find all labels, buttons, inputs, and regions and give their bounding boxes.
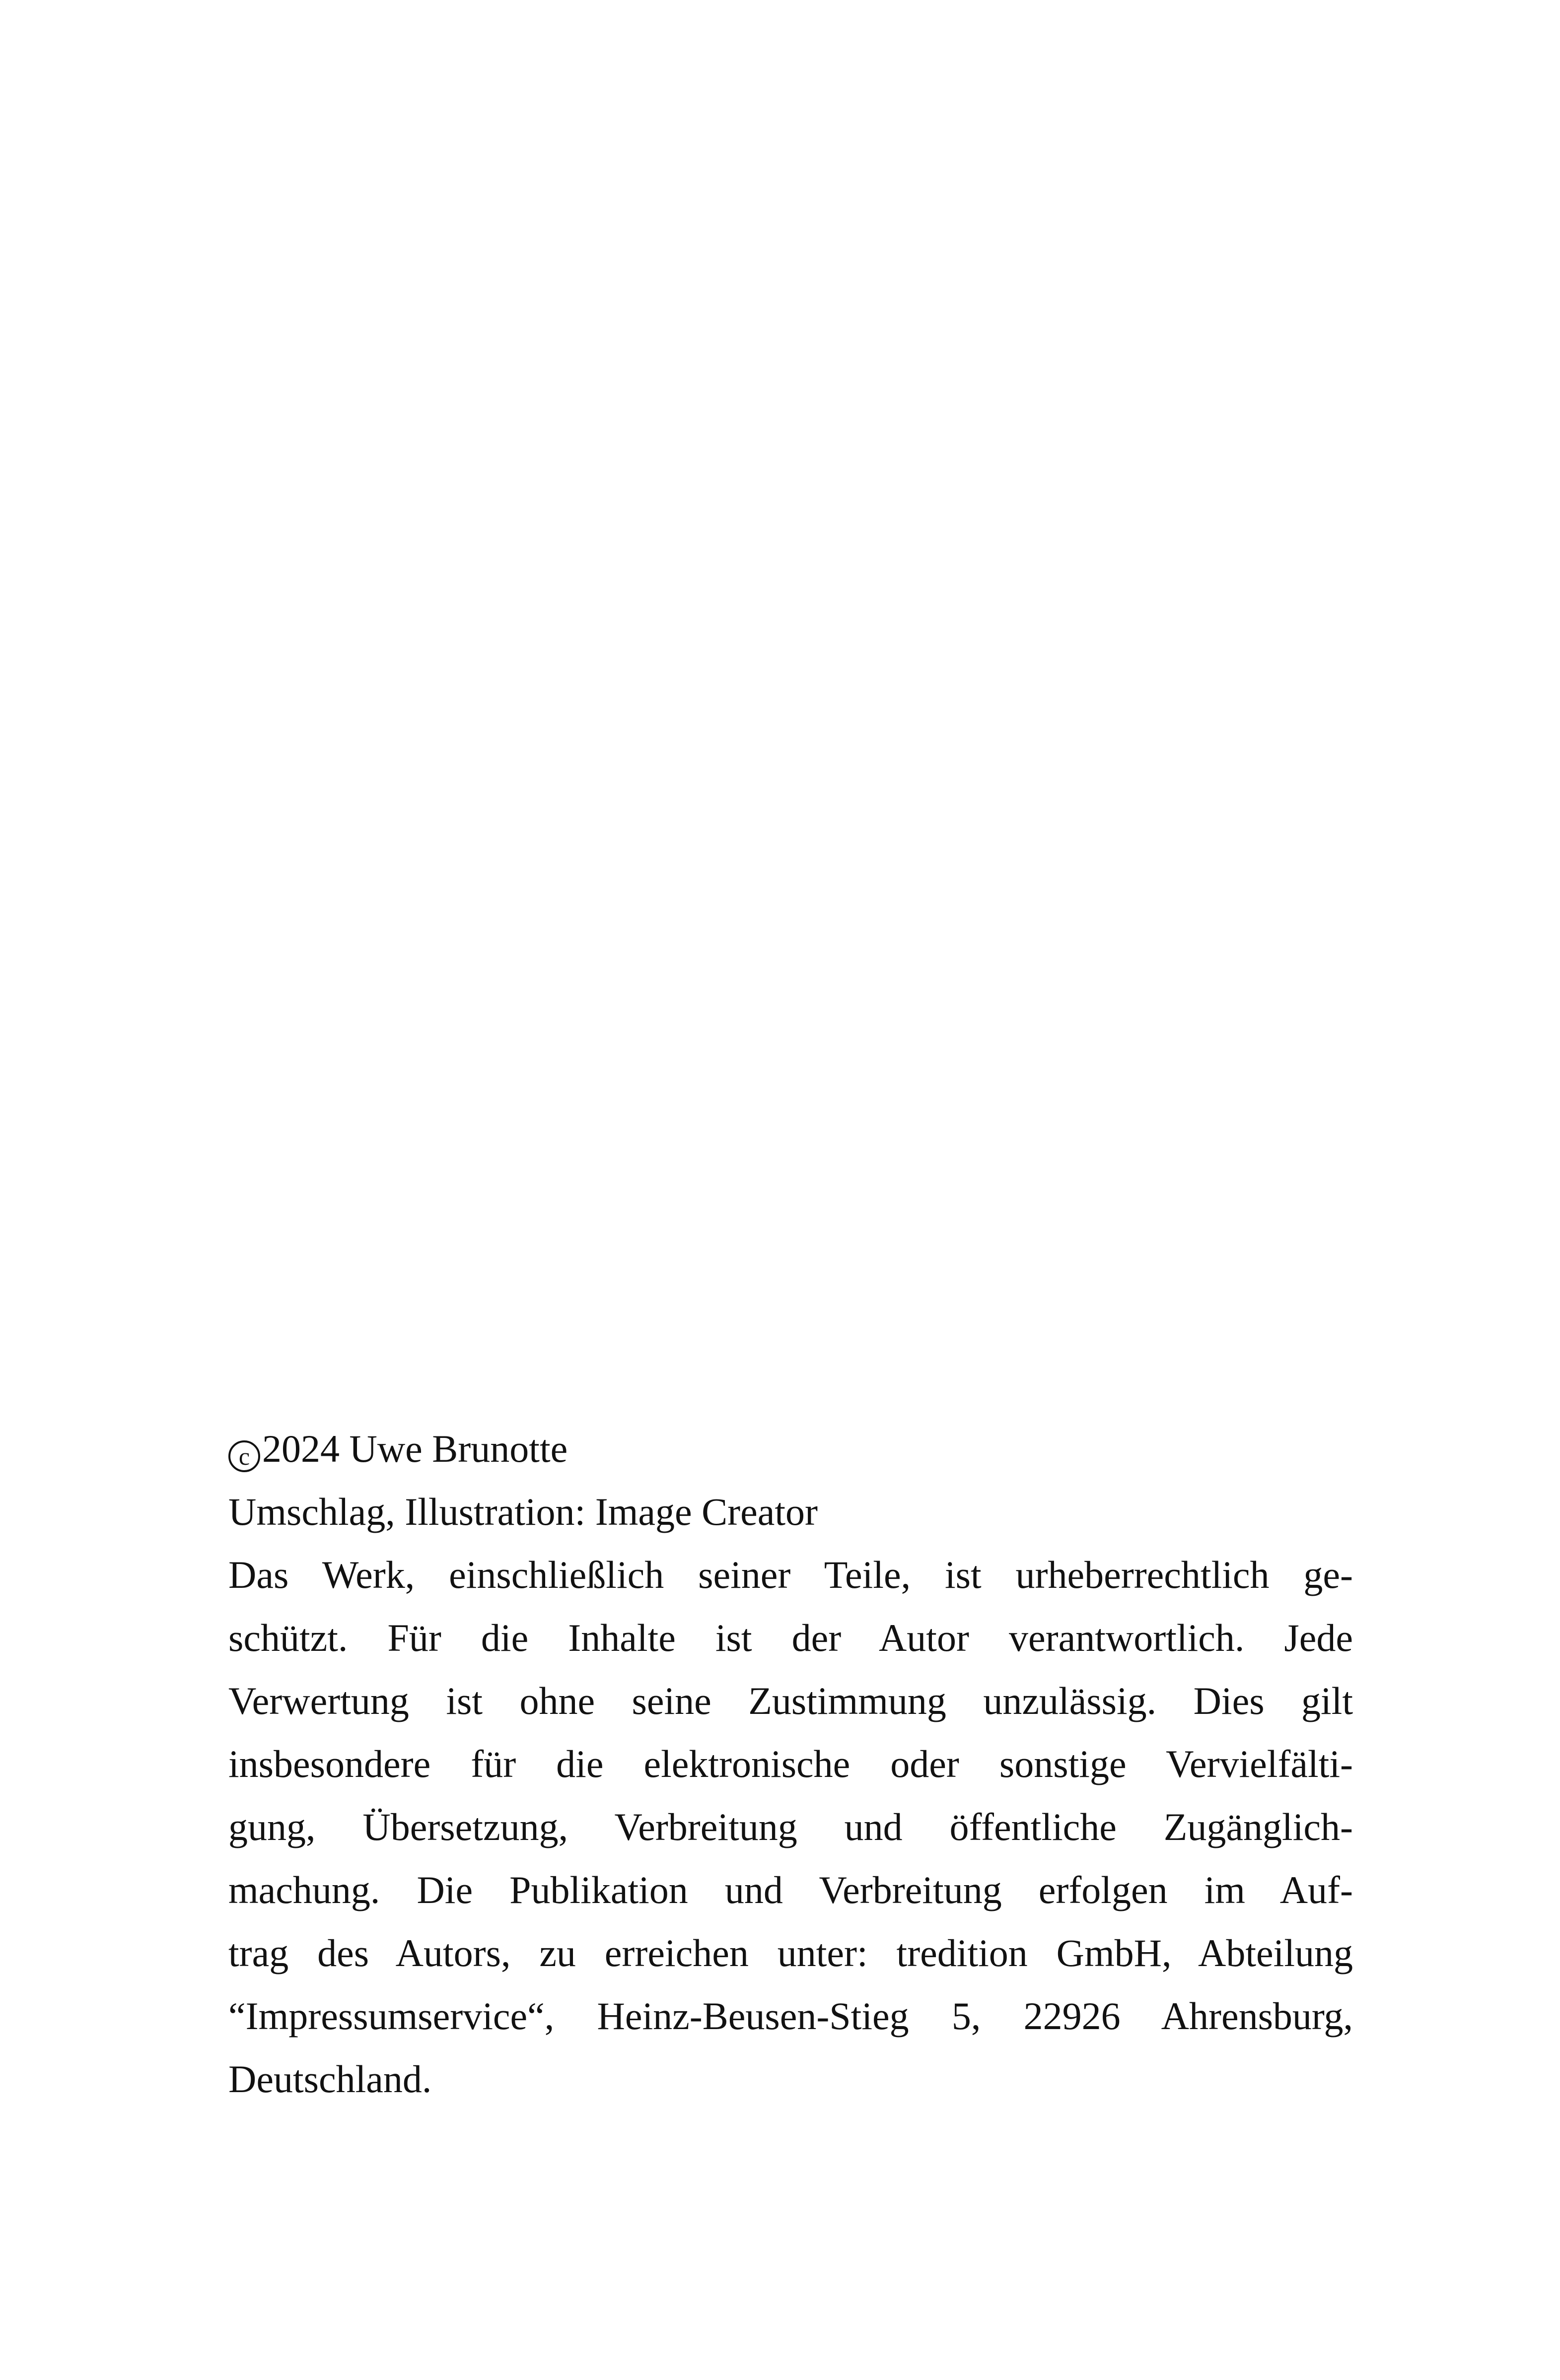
notice-line: gung, Übersetzung, Verbreitung und öffentliche Zugänglich-	[228, 1805, 1353, 1848]
notice-line: Das Werk, einschließlich seiner Teile, ist urheberrechtlich ge-	[228, 1553, 1353, 1596]
copyright-text: 2024 Uwe Brunotte	[262, 1427, 568, 1470]
copyright-icon: c	[228, 1440, 260, 1472]
cover-credit: Umschlag, Illustration: Image Creator	[228, 1490, 818, 1533]
imprint-block	[228, 1417, 1353, 2110]
copyright-line	[228, 1417, 1353, 1480]
notice-line: trag des Autors, zu erreichen unter: tredition GmbH, Abteilung	[228, 1931, 1353, 1974]
notice-line: Deutschland.	[228, 2057, 432, 2101]
notice-line: machung. Die Publikation und Verbreitung erfolgen im Auf-	[228, 1868, 1353, 1911]
notice-line: Verwertung ist ohne seine Zustimmung unzulässig. Dies gilt	[228, 1679, 1353, 1722]
notice-line: insbesondere für die elektronische oder sonstige Vervielfälti-	[228, 1742, 1353, 1785]
notice-line: “Impressumservice“, Heinz-Beusen-Stieg 5, 22926 Ahrensburg,	[228, 1994, 1353, 2038]
notice-line: schützt. Für die Inhalte ist der Autor verantwortlich. Jede	[228, 1616, 1353, 1659]
